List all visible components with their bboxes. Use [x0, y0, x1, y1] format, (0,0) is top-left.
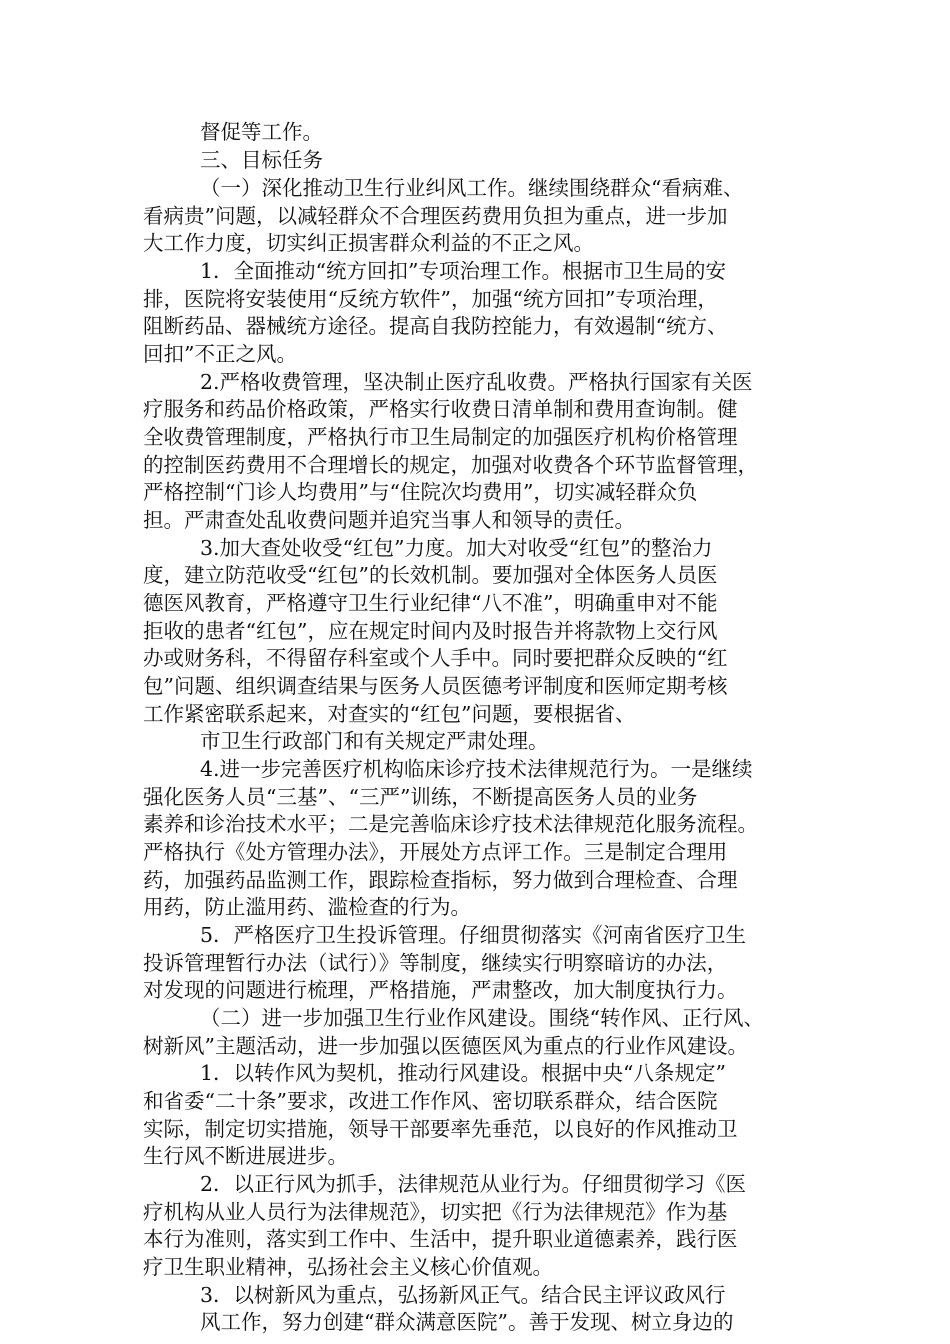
- text-line: 市卫生行政部门和有关规定严肃处理。: [200, 729, 549, 753]
- text-line: 度，建立防范收受“红包”的长效机制。要加强对全体医务人员医: [143, 563, 718, 587]
- text-line: 和省委“二十条”要求，改进工作作风、密切联系群众，结合医院: [143, 1089, 718, 1113]
- text-line: 的控制医药费用不合理增长的规定，加强对收费各个环节监督管理，: [143, 453, 758, 477]
- text-line: 担。严肃查处乱收费问题并追究当事人和领导的责任。: [143, 508, 635, 532]
- text-line: 全收费管理制度，严格执行市卫生局制定的加强医疗机构价格管理: [143, 425, 738, 449]
- text-line: 工作紧密联系起来，对查实的“红包”问题，要根据省、: [143, 702, 636, 726]
- text-line: 生行风不断进展进步。: [143, 1144, 348, 1168]
- text-line: 1．全面推动“统方回扣”专项治理工作。根据市卫生局的安: [200, 259, 727, 283]
- text-line: 严格控制“门诊人均费用”与“住院次均费用”，切实减轻群众负: [143, 480, 698, 504]
- text-line: 1．以转作风为契机，推动行风建设。根据中央“八条规定”: [200, 1061, 727, 1085]
- text-line: 风工作，努力创建“群众满意医院”。善于发现、树立身边的: [200, 1310, 734, 1334]
- text-line: 疗卫生职业精神，弘扬社会主义核心价值观。: [143, 1255, 553, 1279]
- text-line: 大工作力度，切实纠正损害群众利益的不正之风。: [143, 231, 594, 255]
- text-line: （二）进一步加强卫生行业作风建设。围绕“转作风、正行风、: [200, 1006, 764, 1030]
- text-line: 办或财务科，不得留存科室或个人手中。同时要把群众反映的“红: [143, 646, 728, 670]
- text-line: 包”问题、组织调查结果与医务人员医德考评制度和医师定期考核: [143, 674, 728, 698]
- text-line: 投诉管理暂行办法（试行）》等制度，继续实行明察暗访的办法，: [143, 951, 728, 975]
- text-line: 疗机构从业人员行为法律规范》，切实把《行为法律规范》作为基: [143, 1200, 728, 1224]
- text-line: 拒收的患者“红包”，应在规定时间内及时报告并将款物上交行风: [143, 619, 718, 643]
- section-heading: 三、目标任务: [200, 148, 323, 172]
- text-line: 3.加大查处收受“红包”力度。加大对收受“红包”的整治力: [200, 536, 713, 560]
- text-line: 3．以树新风为重点，弘扬新风正气。结合民主评议政风行: [200, 1283, 726, 1307]
- text-line: 疗服务和药品价格政策，严格实行收费日清单制和费用查询制。健: [143, 397, 738, 421]
- text-line: 强化医务人员“三基”、“三严”训练，不断提高医务人员的业务: [143, 785, 698, 809]
- text-line: 素养和诊治技术水平；二是完善临床诊疗技术法律规范化服务流程。: [143, 812, 758, 836]
- text-line: 督促等工作。: [200, 120, 323, 144]
- text-line: 2.严格收费管理，坚决制止医疗乱收费。严格执行国家有关医: [200, 370, 753, 394]
- text-line: （一）深化推动卫生行业纠风工作。继续围绕群众“看病难、: [200, 176, 744, 200]
- text-line: 阻断药品、器械统方途径。提高自我防控能力，有效遏制“统方、: [143, 314, 728, 338]
- text-line: 对发现的问题进行梳理，严格措施，严肃整改，加大制度执行力。: [143, 978, 738, 1002]
- text-line: 用药，防止滥用药、滥检查的行为。: [143, 895, 471, 919]
- text-line: 药，加强药品监测工作，跟踪检查指标，努力做到合理检查、合理: [143, 868, 738, 892]
- text-line: 看病贵”问题，以减轻群众不合理医药费用负担为重点，进一步加: [143, 204, 728, 228]
- text-line: 树新风”主题活动，进一步加强以医德医风为重点的行业作风建设。: [143, 1034, 748, 1058]
- text-line: 严格执行《处方管理办法》，开展处方点评工作。三是制定合理用: [143, 840, 728, 864]
- text-line: 本行为准则，落实到工作中、生活中，提升职业道德素养，践行医: [143, 1227, 738, 1251]
- text-line: 排，医院将安装使用“反统方软件”，加强“统方回扣”专项治理，: [143, 287, 718, 311]
- text-line: 回扣”不正之风。: [143, 342, 297, 366]
- text-line: 2．以正行风为抓手，法律规范从业行为。仔细贯彻学习《医: [200, 1172, 747, 1196]
- text-line: 德医风教育，严格遵守卫生行业纪律“八不准”，明确重申对不能: [143, 591, 718, 615]
- text-line: 5．严格医疗卫生投诉管理。仔细贯彻落实《河南省医疗卫生: [200, 923, 747, 947]
- text-line: 实际，制定切实措施，领导干部要率先垂范，以良好的作风推动卫: [143, 1117, 738, 1141]
- text-line: 4.进一步完善医疗机构临床诊疗技术法律规范行为。一是继续: [200, 757, 753, 781]
